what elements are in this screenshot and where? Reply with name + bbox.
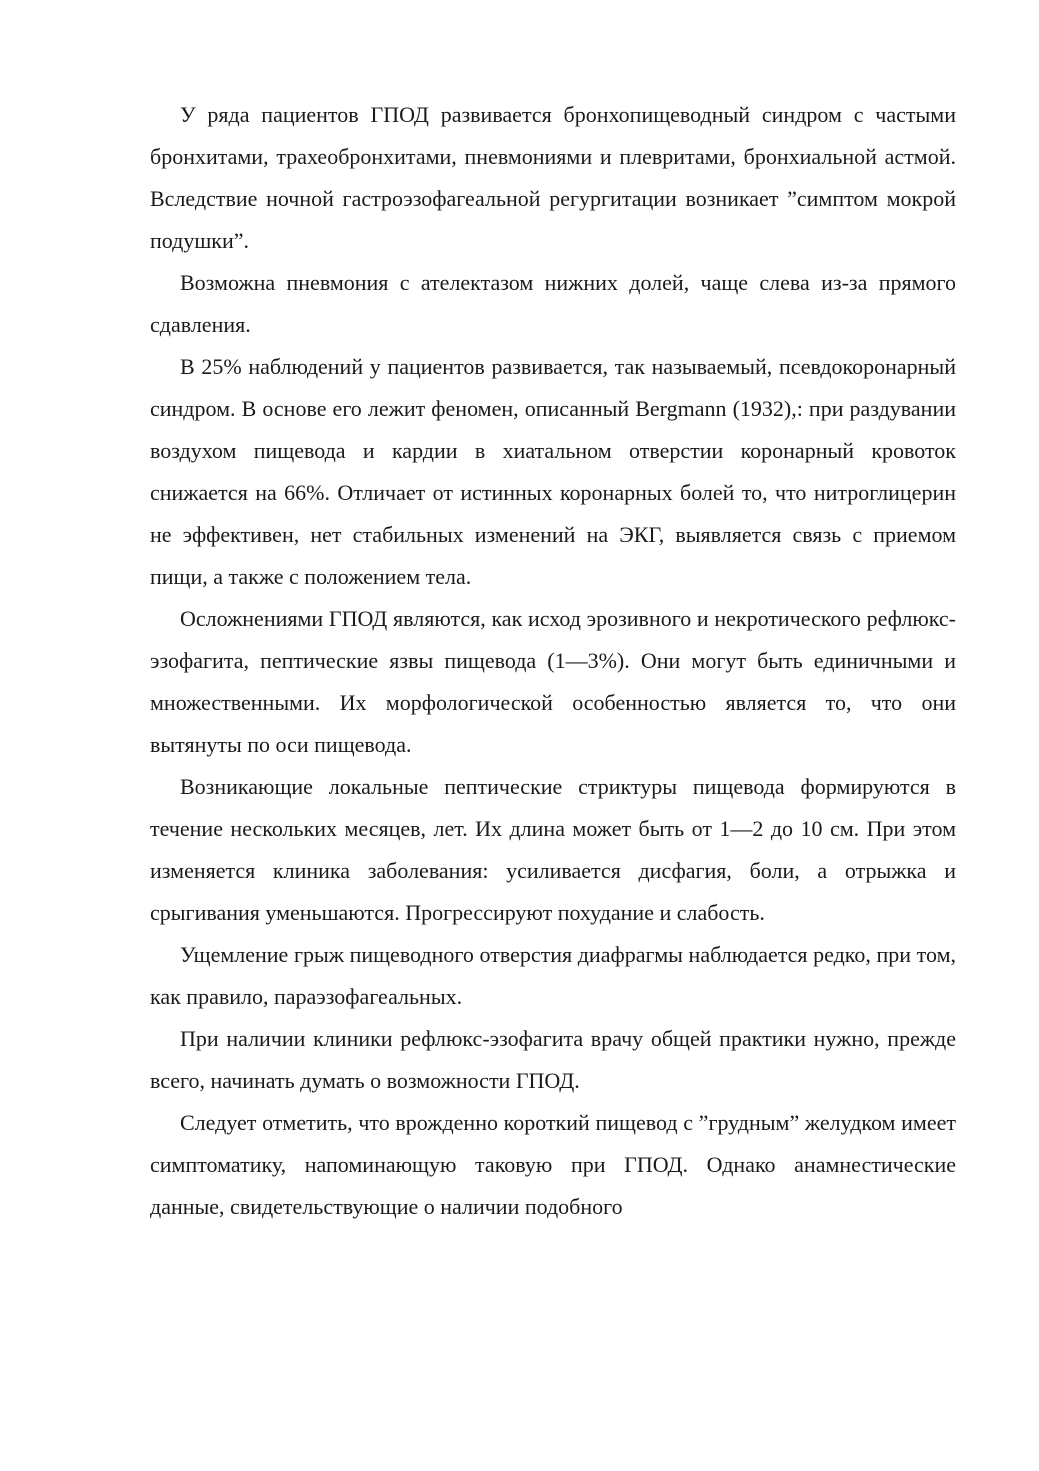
paragraph-bronchoesophageal-syndrome: У ряда пациентов ГПОД развивается бронхопищеводный синдром с частыми бронхитами, трахеобронхитами, пневмониями и плевритами, бронхиальной астмой. Вследствие ночной гастроэзофагеальной регургитации возникает ”симптом мокрой подушки”.	[150, 102, 956, 253]
paragraph-pseudocoronary-syndrome: В 25% наблюдений у пациентов развивается, так называемый, псевдокоронарный синдром. В основе его лежит феномен, описанный Bergmann (1932),: при раздувании воздухом пищевода и кардии в хиатальном отверстии коронарный кровоток снижается на 66%. Отличает от истинных коронарных болей то, что нитроглицерин не эффективен, нет стабильных изменений на ЭКГ, выявляется связь с приемом пищи, а также с положением тела.	[150, 354, 956, 589]
document-page	[150, 94, 956, 1228]
paragraph-strangulation: Ущемление грыж пищеводного отверстия диафрагмы наблюдается редко, при том, как правило, параэзофагеальных.	[150, 942, 956, 1009]
paragraph-general-practice: При наличии клиники рефлюкс-эзофагита врачу общей практики нужно, прежде всего, начинать думать о возможности ГПОД.	[150, 1026, 956, 1093]
paragraph-strictures: Возникающие локальные пептические стриктуры пищевода формируются в течение нескольких месяцев, лет. Их длина может быть от 1—2 до 10 см. При этом изменяется клиника заболевания: усиливается дисфагия, боли, а отрыжка и срыгивания уменьшаются. Прогрессируют похудание и слабость.	[150, 774, 956, 925]
paragraph-short-esophagus: Следует отметить, что врожденно короткий пищевод с ”грудным” желудком имеет симптоматику, напоминающую таковую при ГПОД. Однако анамнестические данные, свидетельствующие о наличии подобного	[150, 1110, 956, 1219]
paragraph-complications: Осложнениями ГПОД являются, как исход эрозивного и некротического рефлюкс-эзофагита, пептические язвы пищевода (1—3%). Они могут быть единичными и множественными. Их морфологической особенностью является то, что они вытянуты по оси пищевода.	[150, 606, 956, 757]
paragraph-pneumonia: Возможна пневмония с ателектазом нижних долей, чаще слева из-за прямого сдавления.	[150, 270, 956, 337]
